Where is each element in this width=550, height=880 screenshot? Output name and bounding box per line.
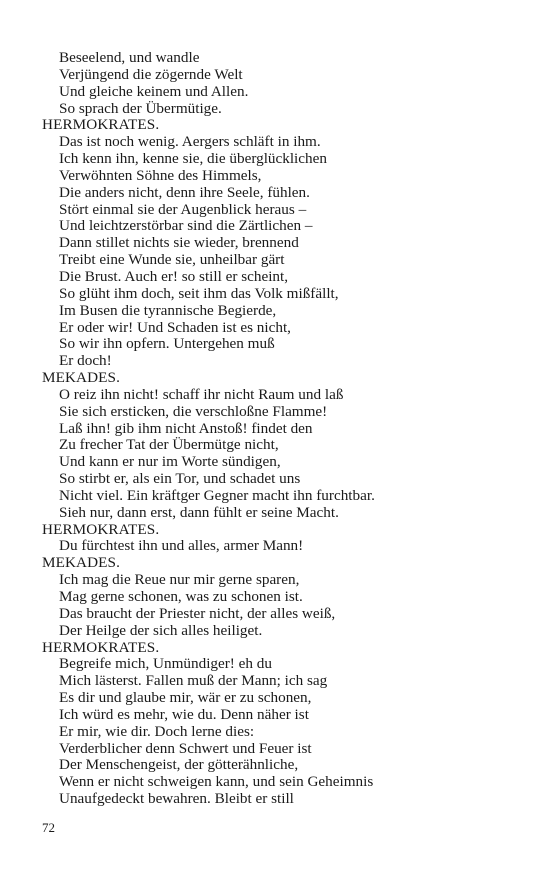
verse-line: Begreife mich, Unmündiger! eh du xyxy=(59,655,272,673)
verse-line: Stört einmal sie der Augenblick heraus – xyxy=(59,200,307,218)
verse-line: Im Busen die tyrannische Begierde, xyxy=(59,301,277,319)
verse-line: Er doch! xyxy=(59,352,112,370)
verse-line: Mag gerne schonen, was zu schonen ist. xyxy=(59,588,303,605)
drama-text xyxy=(42,50,532,808)
page-number: 72 xyxy=(42,820,55,835)
verse-line: Dann stillet nichts sie wieder, brennend xyxy=(59,234,299,252)
verse-line: Ich mag die Reue nur mir gerne sparen, xyxy=(59,571,300,589)
verse-line: Der Heilge der sich alles heiliget. xyxy=(59,621,263,639)
verse-line: So sprach der Übermütige. xyxy=(59,99,222,117)
verse-line: Laß ihn! gib ihm nicht Anstoß! findet den xyxy=(59,419,313,437)
verse-line: Das braucht der Priester nicht, der alles weiß, xyxy=(59,604,336,622)
verse-line: Die anders nicht, denn ihre Seele, fühlen. xyxy=(59,183,310,201)
verse-line: Du fürchtest ihn und alles, armer Mann! xyxy=(59,537,304,555)
verse-line: Er mir, wie dir. Doch lerne dies: xyxy=(59,722,255,740)
verse-line: Er oder wir! Und Schaden ist es nicht, xyxy=(59,318,291,336)
verse-line: Sieh nur, dann erst, dann fühlt er seine Macht. xyxy=(59,503,339,521)
verse-line: Ich kenn ihn, kenne sie, die überglücklichen xyxy=(59,150,327,168)
verse-line: Verderblicher denn Schwert und Feuer ist xyxy=(59,739,312,757)
verse-line: Es dir und glaube mir, wär er zu schonen, xyxy=(59,689,312,707)
verse-line: O reiz ihn nicht! schaff ihr nicht Raum und laß xyxy=(59,385,344,403)
verse-line: Beseelend, und wandle xyxy=(59,49,200,66)
verse-line: Und gleiche keinem und Allen. xyxy=(59,82,249,100)
speaker-name: HERMOKRATES. xyxy=(42,638,160,656)
verse-line: Unaufgedeckt bewahren. Bleibt er still xyxy=(59,790,294,808)
verse-line: So wir ihn opfern. Untergehen muß xyxy=(59,335,275,353)
speaker-name: HERMOKRATES. xyxy=(42,520,160,538)
verse-line: Und kann er nur im Worte sündigen, xyxy=(59,453,281,471)
verse-line: Ich würd es mehr, wie du. Denn näher ist xyxy=(59,705,309,723)
verse-line: Und leichtzerstörbar sind die Zärtlichen – xyxy=(59,217,313,235)
verse-line: Verjüngend die zögernde Welt xyxy=(59,65,243,83)
verse-line: Nicht viel. Ein kräftger Gegner macht ihn furchtbar. xyxy=(59,486,375,504)
verse-line: Die Brust. Auch er! so still er scheint, xyxy=(59,267,289,285)
verse-line: Treibt eine Wunde sie, unheilbar gärt xyxy=(59,251,285,269)
verse-line: So glüht ihm doch, seit ihm das Volk mißfällt, xyxy=(59,284,339,302)
verse-line: So stirbt er, als ein Tor, und schadet uns xyxy=(59,470,301,488)
verse-line: Sie sich ersticken, die verschloßne Flamme! xyxy=(59,402,328,420)
verse-line: Das ist noch wenig. Aergers schläft in ihm. xyxy=(59,133,321,151)
verse-line: Wenn er nicht schweigen kann, und sein Geheimnis xyxy=(59,773,374,791)
speaker-name: HERMOKRATES. xyxy=(42,116,160,134)
verse-line: Der Menschengeist, der götterähnliche, xyxy=(59,756,299,774)
verse-line: Zu frecher Tat der Übermütge nicht, xyxy=(59,436,279,454)
speaker-name: MEKADES. xyxy=(42,369,121,387)
speaker-name: MEKADES. xyxy=(42,554,121,572)
verse-line: Verwöhnten Söhne des Himmels, xyxy=(59,166,262,184)
verse-line: Mich lästerst. Fallen muß der Mann; ich sag xyxy=(59,672,328,690)
